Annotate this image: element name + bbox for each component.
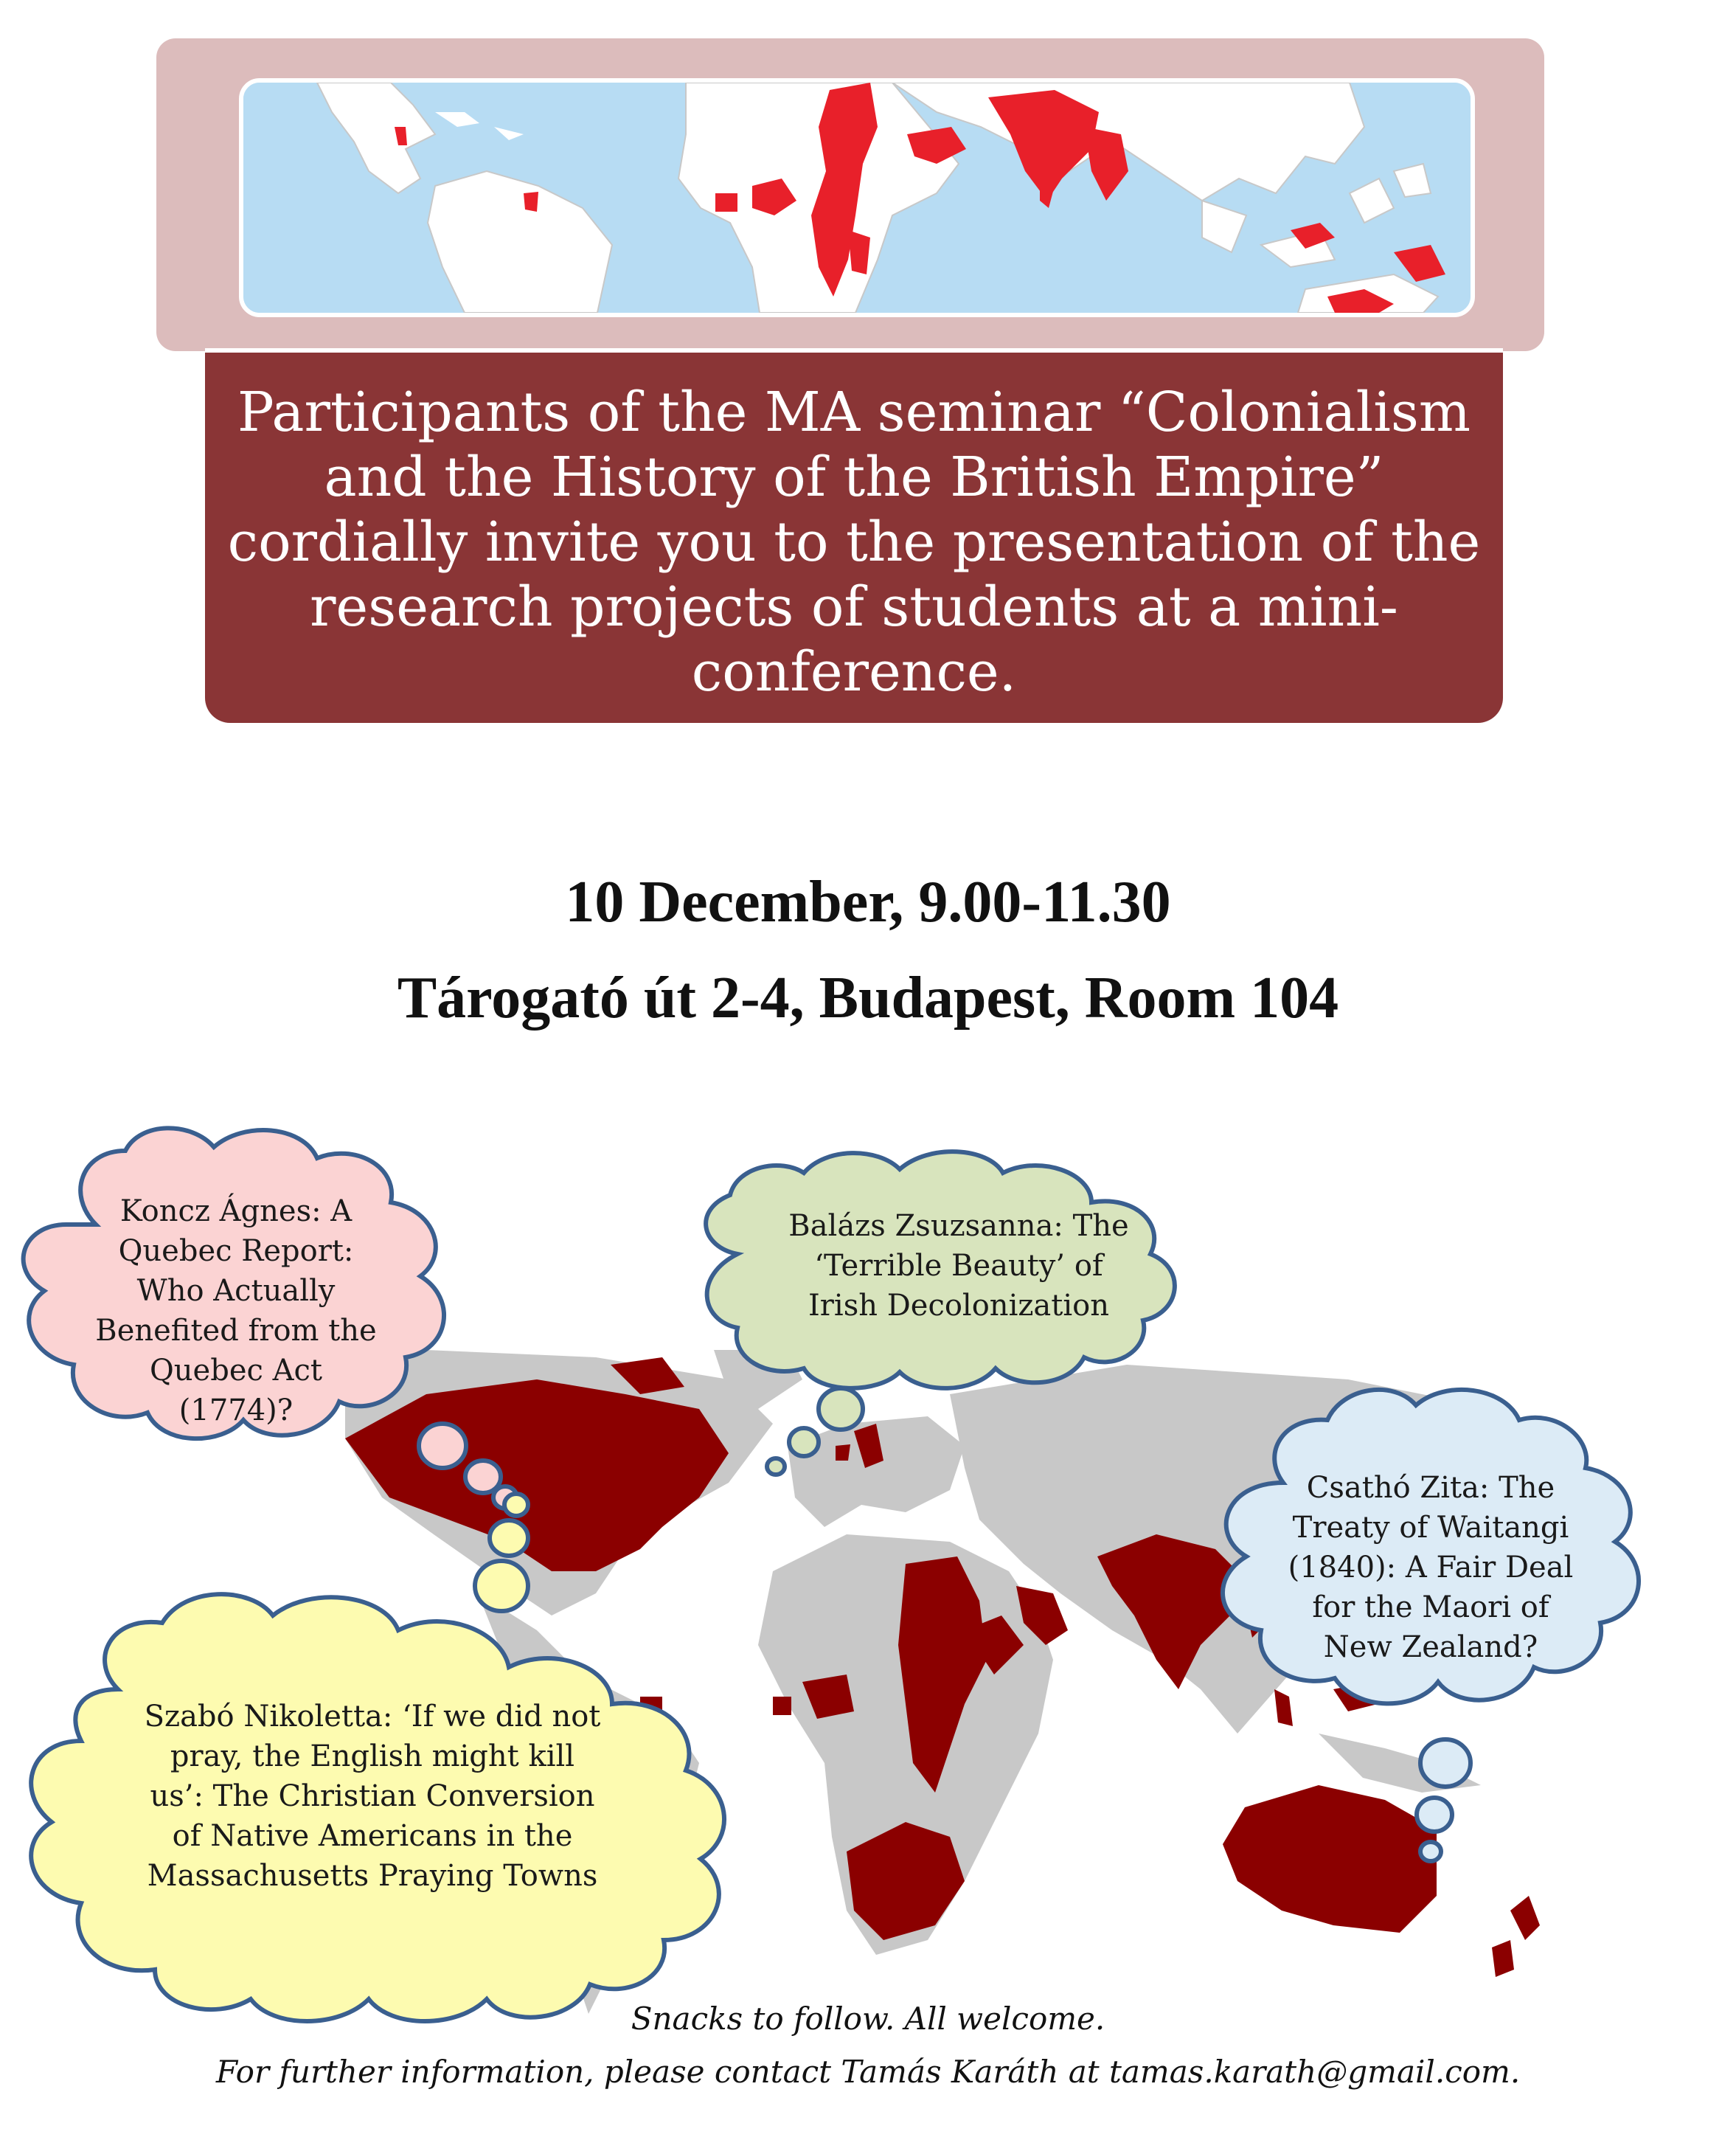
presentation-line: Balázs Zsuzsanna: The xyxy=(788,1209,1129,1243)
presentation-line: Quebec Report: xyxy=(118,1234,354,1268)
presentation-line: Massachusetts Praying Towns xyxy=(147,1859,598,1893)
presentation-line: of Native Americans in the xyxy=(172,1819,573,1853)
presentation-line: for the Maori of xyxy=(1312,1590,1549,1624)
presentation-line: (1840): A Fair Deal xyxy=(1288,1551,1574,1585)
presentation-line: Treaty of Waitangi xyxy=(1292,1511,1569,1545)
presentation-line: Irish Decolonization xyxy=(808,1289,1109,1323)
presentation-line: New Zealand? xyxy=(1323,1630,1538,1664)
presentation-line: Koncz Ágnes: A xyxy=(119,1194,353,1228)
invitation-line: cordially invite you to the presentation of the xyxy=(227,510,1481,574)
event-venue: Tárogató út 2-4, Budapest, Room 104 xyxy=(397,966,1339,1031)
event-date-time: 10 December, 9.00-11.30 xyxy=(565,870,1171,935)
presentation-line: Benefited from the xyxy=(95,1314,377,1348)
presentation-line: Quebec Act (1774)? xyxy=(150,1354,322,1427)
presentation-line: Who Actually xyxy=(136,1274,336,1308)
presentation-line: us’: The Christian Conversion xyxy=(150,1779,595,1813)
presentation-koncz xyxy=(88,1191,383,1430)
footer-welcome: Snacks to follow. All welcome. xyxy=(631,2001,1105,2037)
presentation-szabo xyxy=(118,1697,627,1896)
invitation-line: Participants of the MA seminar “Colonialism xyxy=(237,381,1471,444)
presentation-line: pray, the English might kill xyxy=(170,1739,575,1773)
footer-contact: For further information, please contact Tamás Karáth at tamas.karath@gmail.com. xyxy=(215,2054,1521,2090)
presentation-line: Csathó Zita: The xyxy=(1306,1471,1555,1505)
presentation-line: Szabó Nikoletta: ‘If we did not xyxy=(144,1700,601,1734)
invitation-line: and the History of the British Empire” xyxy=(324,446,1384,509)
invitation-line: conference. xyxy=(691,640,1017,704)
presentation-line: ‘Terrible Beauty’ of xyxy=(814,1249,1103,1283)
presentation-balazs xyxy=(782,1206,1136,1326)
invitation-line: research projects of students at a mini- xyxy=(310,575,1398,639)
presentation-csatho xyxy=(1276,1468,1586,1667)
